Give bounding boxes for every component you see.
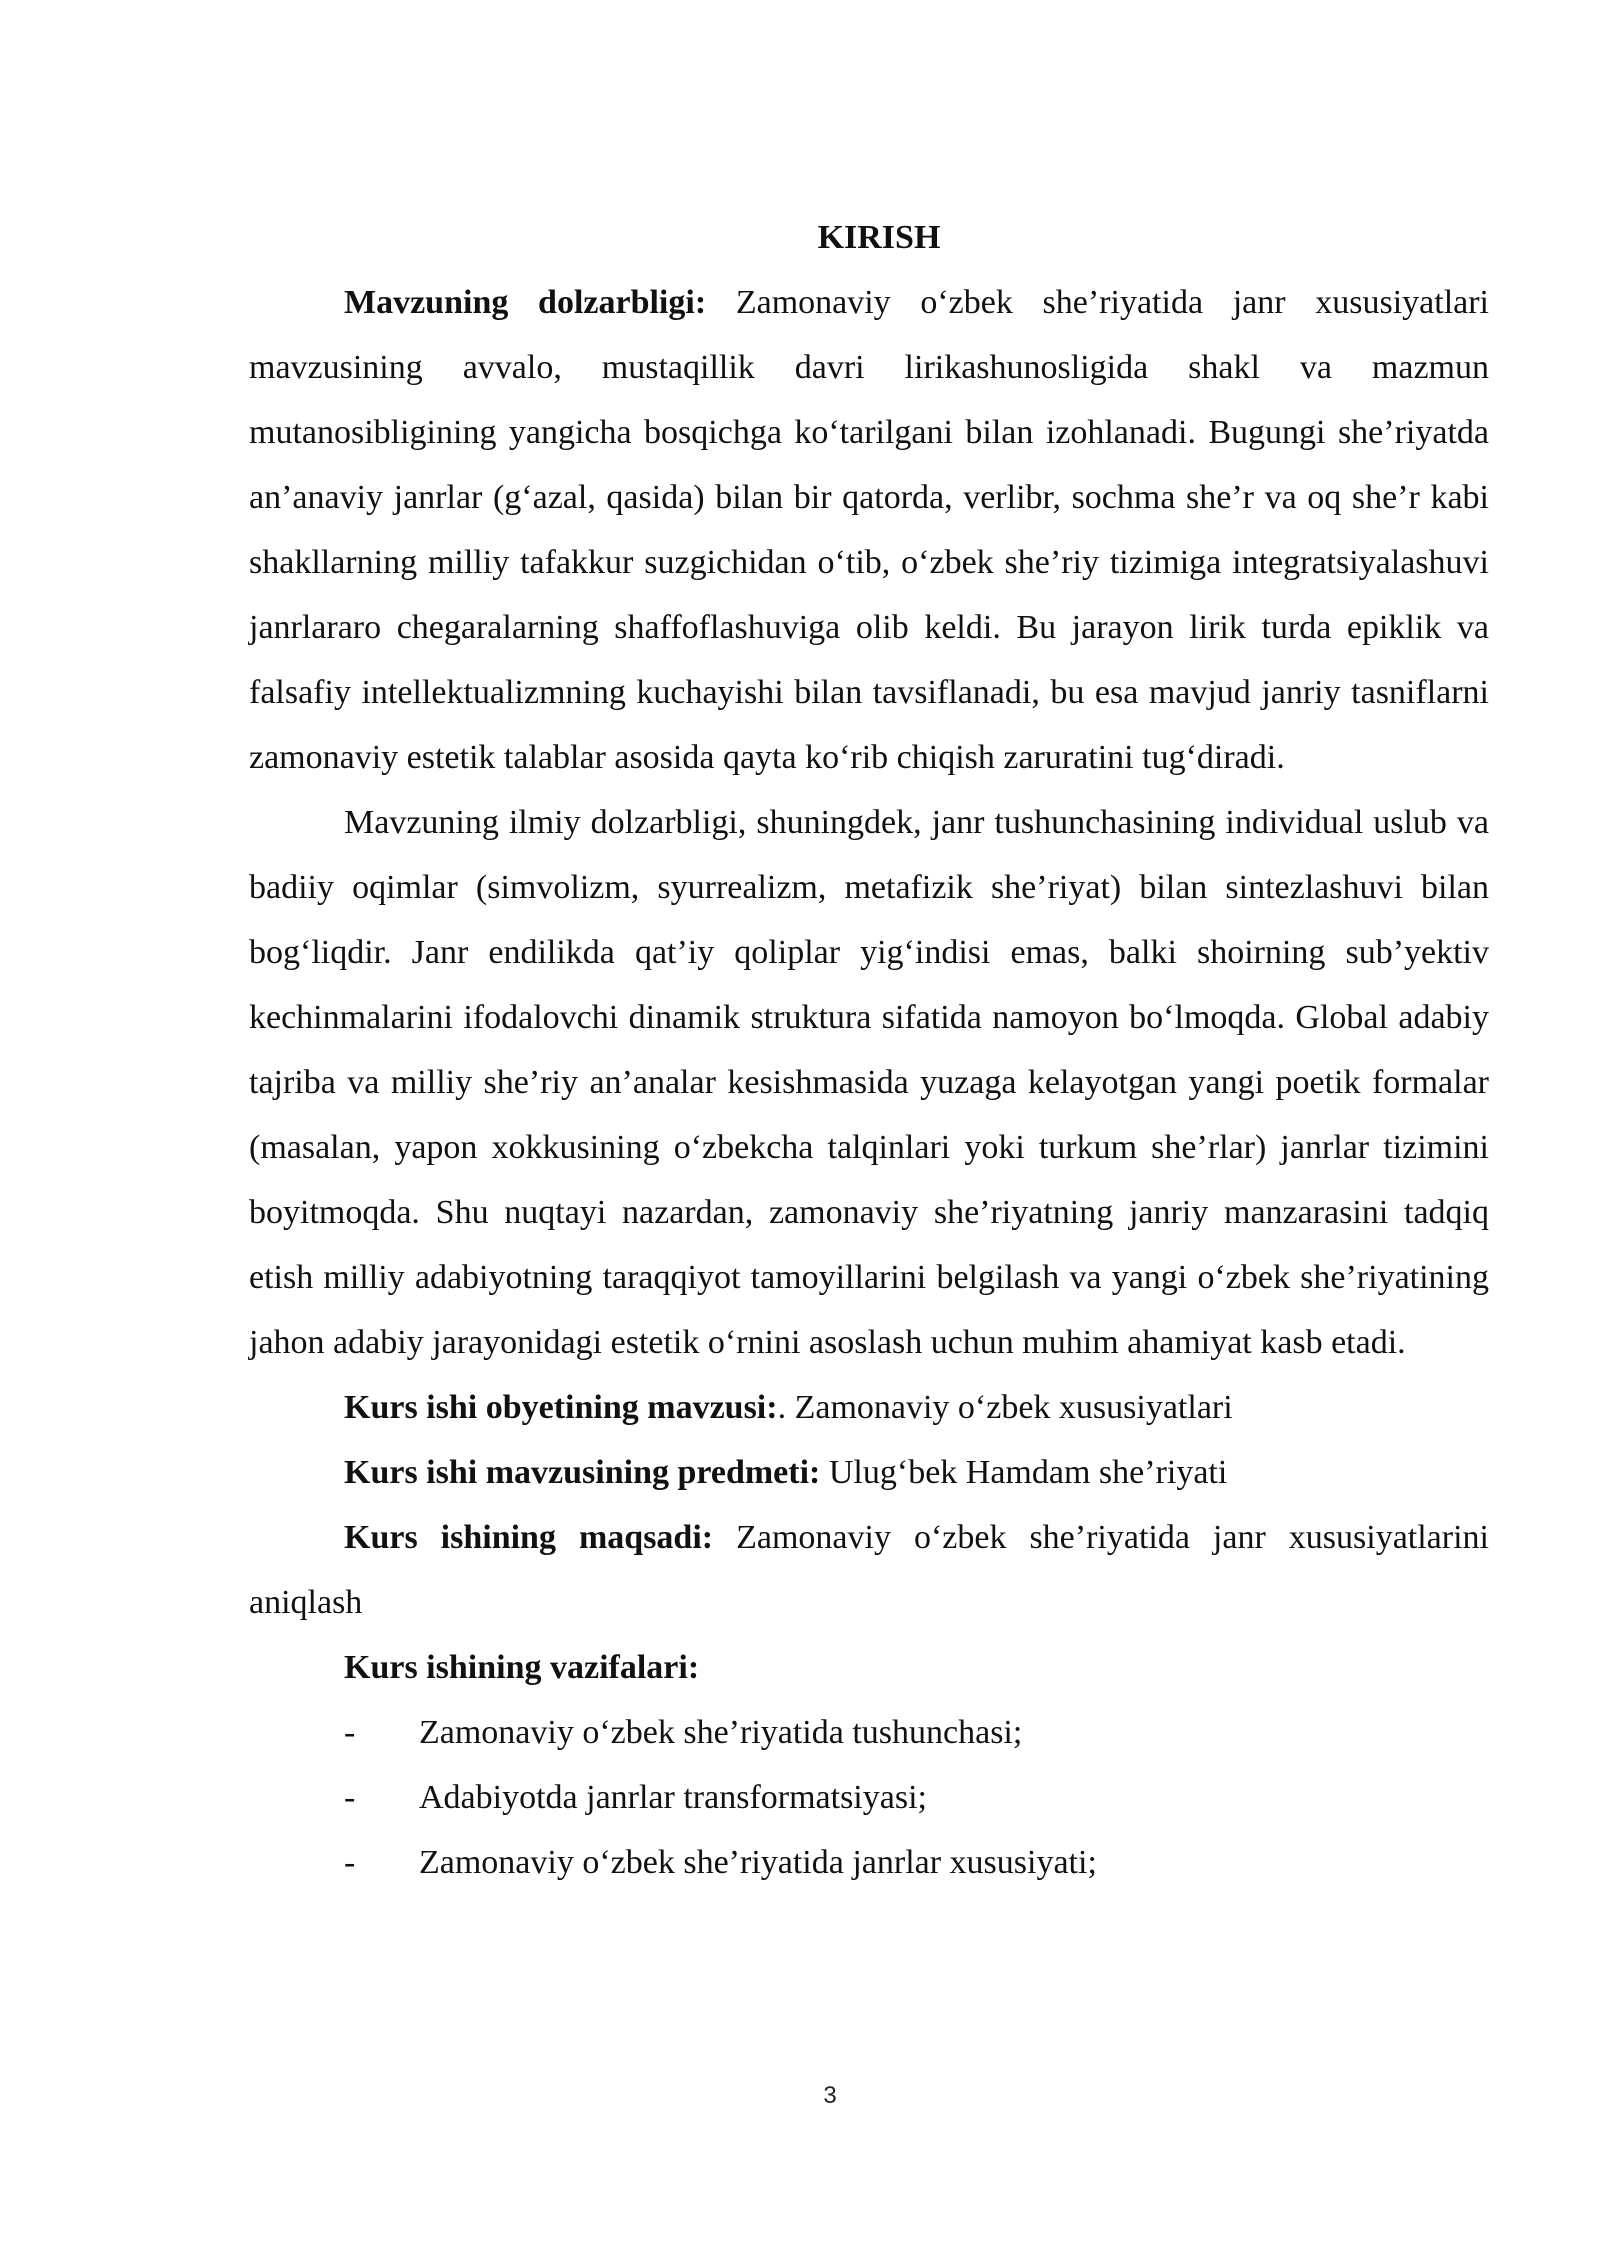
list-item — [249, 1700, 1489, 1765]
page-number: 3 — [823, 2082, 837, 2109]
tasks-list — [249, 1700, 1489, 1895]
dash-bullet: - — [344, 1714, 356, 1751]
list-item-text: Adabiyotda janrlar transformatsiyasi; — [419, 1779, 927, 1816]
list-item-text: Zamonaviy o‘zbek she’riyatida janrlar xususiyati; — [419, 1844, 1097, 1881]
relevance-text: Zamonaviy o‘zbek she’riyatida janr xususiyatlari mavzusining avvalo, mustaqillik davri lirikashunosligida shakl va mazmun mutanosibligining yangicha bosqichga ko‘tarilgani bilan izohlanadi. Bugungi she’riyatda an’anaviy janrlar (g‘azal, qasida) bilan bir qatorda, verlibr, sochma she’r va oq she’r kabi shakllarning milliy tafakkur suzgichidan o‘tib, o‘zbek she’riy tizimiga integratsiyalashuvi janrlararo chegaralarning shaffoflashuviga olib keldi. Bu jarayon lirik turda epiklik va falsafiy intellektualizmning kuchayishi bilan tavsiflanadi, bu esa mavjud janriy tasniflarni zamonaviy estetik talablar asosida qayta ko‘rib chiqish zaruratini tug‘diradi. — [249, 284, 1489, 776]
object-text: . Zamonaviy o‘zbek xususiyatlari — [777, 1389, 1233, 1426]
tasks-heading — [249, 1635, 1489, 1700]
relevance-paragraph — [249, 270, 1489, 790]
object-lead: Kurs ishi obyetining mavzusi: — [344, 1389, 778, 1426]
page-title: KIRISH — [817, 219, 941, 256]
dash-bullet: - — [344, 1844, 356, 1881]
relevance-lead: Mavzuning dolzarbligi: — [344, 284, 707, 321]
subject-line — [249, 1440, 1489, 1505]
list-item-text: Zamonaviy o‘zbek she’riyatida tushunchasi; — [419, 1714, 1023, 1751]
goal-paragraph — [249, 1505, 1489, 1635]
subject-text: Ulug‘bek Hamdam she’riyati — [820, 1454, 1228, 1491]
goal-lead: Kurs ishining maqsadi: — [344, 1519, 714, 1556]
subject-lead: Kurs ishi mavzusining predmeti: — [344, 1454, 821, 1491]
scientific-relevance-paragraph: Mavzuning ilmiy dolzarbligi, shuningdek, janr tushunchasining individual uslub va badiiy oqimlar (simvolizm, syurrealizm, metafizik she’riyat) bilan sintezlashuvi bilan bog‘liqdir. Janr endilikda qat’iy qoliplar yig‘indisi emas, balki shoirning sub’yektiv kechinmalarini ifodalovchi dinamik struktura sifatida namoyon bo‘lmoqda. Global adabiy tajriba va milliy she’riy an’analar kesishmasida yuzaga kelayotgan yangi poetik formalar (masalan, yapon xokkusining o‘zbekcha talqinlari yoki turkum she’rlar) janrlar tizimini boyitmoqda. Shu nuqtayi nazardan, zamonaviy she’riyatning janriy manzarasini tadqiq etish milliy adabiyotning taraqqiyot tamoyillarini belgilash va yangi o‘zbek she’riyatining jahon adabiy jarayonidagi estetik o‘rnini asoslash uchun muhim ahamiyat kasb etadi. — [249, 804, 1489, 1361]
tasks-heading-text: Kurs ishining vazifalari: — [344, 1649, 700, 1686]
object-line — [249, 1375, 1489, 1440]
dash-bullet: - — [344, 1779, 356, 1816]
list-item — [249, 1765, 1489, 1830]
goal-text: Zamonaviy o‘zbek she’riyatida janr xususiyatlarini aniqlash — [249, 1519, 1489, 1621]
list-item — [249, 1830, 1489, 1895]
document-page — [249, 205, 1489, 1895]
